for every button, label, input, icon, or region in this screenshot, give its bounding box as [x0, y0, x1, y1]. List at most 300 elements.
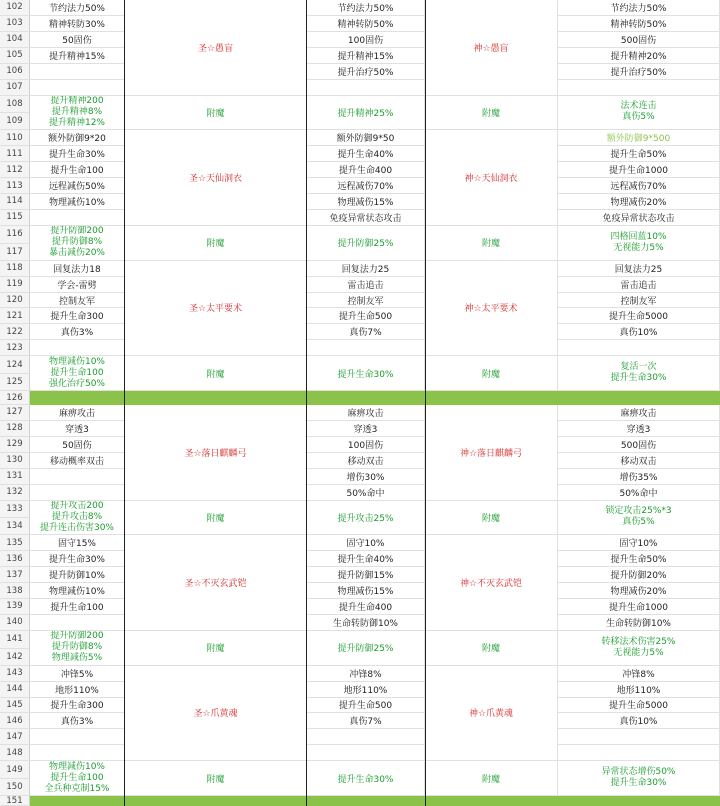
row-number[interactable]	[0, 551, 30, 567]
merged-cell[interactable]	[307, 226, 425, 261]
cell-text: 50%命中	[619, 488, 658, 499]
table-cell[interactable]	[558, 469, 720, 485]
table-cell[interactable]	[558, 32, 720, 48]
merged-cell[interactable]	[558, 356, 720, 391]
table-cell[interactable]	[307, 485, 425, 501]
row-number[interactable]	[0, 178, 30, 194]
table-cell[interactable]	[30, 130, 125, 146]
merged-cell[interactable]	[30, 356, 125, 391]
row-number[interactable]	[0, 32, 30, 48]
table-cell[interactable]	[558, 421, 720, 437]
cell-line: 附魔	[206, 108, 225, 119]
table-cell[interactable]	[307, 324, 425, 340]
cell-text: 额外防御9*50	[336, 134, 395, 145]
merged-cell[interactable]	[125, 226, 307, 261]
merged-cell[interactable]	[558, 226, 720, 261]
cell-line: 附魔	[481, 369, 500, 380]
cell-text: 物理减伤15%	[337, 587, 394, 598]
merged-cell[interactable]	[307, 356, 425, 391]
table-cell[interactable]	[307, 277, 425, 293]
table-cell[interactable]	[30, 340, 125, 356]
table-cell[interactable]	[558, 713, 720, 729]
row-number[interactable]	[0, 437, 30, 453]
row-number[interactable]	[0, 0, 30, 16]
table-cell[interactable]	[558, 666, 720, 682]
table-cell[interactable]	[30, 405, 125, 421]
merged-cell[interactable]	[425, 631, 558, 666]
row-number-label: 104	[6, 34, 23, 45]
cell-text: 50%命中	[346, 488, 385, 499]
cell-text: 真伤10%	[619, 717, 658, 728]
table-cell[interactable]	[307, 194, 425, 210]
row-number[interactable]	[0, 96, 30, 114]
row-number-label: 109	[6, 116, 23, 127]
table-cell[interactable]	[30, 80, 125, 96]
row-number[interactable]	[0, 518, 30, 535]
table-cell[interactable]	[30, 583, 125, 599]
cell-line: 无视能力5%	[613, 647, 664, 658]
table-cell[interactable]	[307, 599, 425, 615]
table-cell[interactable]	[558, 261, 720, 277]
merged-cell[interactable]	[425, 501, 558, 536]
row-number-label: 102	[6, 2, 23, 13]
table-cell[interactable]	[558, 146, 720, 162]
merged-cell[interactable]	[125, 405, 307, 501]
cell-text: 提升生命500	[338, 701, 393, 712]
row-number[interactable]	[0, 421, 30, 437]
row-number-label: 105	[6, 50, 23, 61]
row-number[interactable]	[0, 615, 30, 631]
cell-line: 提升防御8%	[51, 642, 103, 653]
table-cell[interactable]	[558, 194, 720, 210]
row-number[interactable]	[0, 535, 30, 551]
table-cell[interactable]	[558, 80, 720, 96]
merged-cell[interactable]	[125, 356, 307, 391]
row-number-label: 130	[6, 455, 23, 466]
table-cell[interactable]	[307, 308, 425, 324]
table-cell[interactable]	[30, 745, 125, 761]
table-cell[interactable]	[307, 178, 425, 194]
cell-line: 神☆不灭玄武铠	[459, 579, 523, 590]
table-cell[interactable]	[307, 162, 425, 178]
cell-text: 地形110%	[55, 685, 99, 696]
cell-line: 神☆落日麒麟弓	[459, 448, 523, 459]
table-cell[interactable]	[30, 0, 125, 16]
cell-text: 提升生命5000	[609, 701, 668, 712]
table-cell[interactable]	[30, 308, 125, 324]
merged-cell[interactable]	[425, 405, 558, 501]
merged-cell[interactable]	[125, 631, 307, 666]
merged-cell[interactable]	[425, 0, 558, 96]
merged-cell[interactable]	[558, 761, 720, 796]
table-cell[interactable]	[30, 32, 125, 48]
cell-text: 节约法力50%	[337, 3, 394, 14]
table-cell[interactable]	[307, 421, 425, 437]
row-number-label: 129	[6, 439, 23, 450]
row-number[interactable]	[0, 405, 30, 421]
cell-line: 附魔	[206, 513, 225, 524]
table-cell[interactable]	[307, 469, 425, 485]
table-cell[interactable]	[558, 615, 720, 631]
cell-line: 附魔	[481, 239, 500, 250]
table-cell[interactable]	[558, 340, 720, 356]
cell-text: 精神转防50%	[337, 19, 394, 30]
row-number[interactable]	[0, 324, 30, 340]
row-number-label: 143	[6, 668, 23, 679]
cell-text: 麻痹攻击	[347, 408, 384, 419]
merged-cell[interactable]	[425, 666, 558, 762]
row-number[interactable]	[0, 146, 30, 162]
cell-line: 物理减伤10%	[48, 761, 105, 772]
table-cell[interactable]	[30, 293, 125, 309]
merged-cell[interactable]	[125, 761, 307, 796]
table-cell[interactable]	[307, 80, 425, 96]
row-number[interactable]	[0, 453, 30, 469]
row-number-label: 113	[6, 180, 23, 191]
merged-cell[interactable]	[307, 501, 425, 536]
table-cell[interactable]	[307, 293, 425, 309]
row-number-label: 148	[6, 747, 23, 758]
merged-cell[interactable]	[425, 535, 558, 631]
row-number[interactable]	[0, 567, 30, 583]
cell-text: 免疫异常状态攻击	[602, 213, 675, 224]
row-number[interactable]	[0, 698, 30, 714]
merged-cell[interactable]	[125, 0, 307, 96]
row-number-label: 151	[6, 796, 23, 806]
merged-cell[interactable]	[558, 96, 720, 131]
table-cell[interactable]	[558, 178, 720, 194]
merged-cell[interactable]	[307, 96, 425, 131]
row-number[interactable]	[0, 391, 30, 405]
row-number[interactable]	[0, 113, 30, 130]
row-number[interactable]	[0, 162, 30, 178]
enchant-text	[601, 767, 675, 789]
table-cell[interactable]	[307, 682, 425, 698]
table-cell[interactable]	[307, 745, 425, 761]
merged-cell[interactable]	[125, 535, 307, 631]
table-cell[interactable]	[307, 551, 425, 567]
table-cell[interactable]	[307, 453, 425, 469]
cell-text: 移动概率双击	[49, 456, 104, 467]
cell-text: 学会-雷劈	[57, 280, 97, 291]
cell-text: 冲锋8%	[622, 669, 655, 680]
table-cell[interactable]	[558, 599, 720, 615]
row-number-label: 126	[6, 392, 23, 403]
table-cell[interactable]	[30, 567, 125, 583]
row-number[interactable]	[0, 277, 30, 293]
cell-text: 移动双击	[347, 456, 384, 467]
cell-text: 提升精神15%	[337, 51, 394, 62]
row-number-label: 121	[6, 310, 23, 321]
table-cell[interactable]	[558, 162, 720, 178]
table-cell[interactable]	[558, 583, 720, 599]
merged-cell[interactable]	[125, 501, 307, 536]
merged-cell[interactable]	[425, 261, 558, 357]
row-number[interactable]	[0, 374, 30, 391]
row-number[interactable]	[0, 779, 30, 796]
table-cell[interactable]	[30, 324, 125, 340]
table-cell[interactable]	[30, 194, 125, 210]
row-number[interactable]	[0, 501, 30, 519]
table-cell[interactable]	[307, 583, 425, 599]
item-name	[464, 171, 517, 184]
table-cell[interactable]	[307, 615, 425, 631]
merged-cell[interactable]	[125, 666, 307, 762]
table-cell[interactable]	[30, 64, 125, 80]
table-cell[interactable]	[30, 682, 125, 698]
table-cell[interactable]	[558, 551, 720, 567]
cell-text: 提升生命100	[50, 602, 104, 613]
table-cell[interactable]	[30, 729, 125, 745]
row-number-label: 115	[6, 212, 23, 223]
table-cell[interactable]	[558, 698, 720, 714]
table-cell[interactable]	[307, 437, 425, 453]
table-cell[interactable]	[30, 469, 125, 485]
table-cell[interactable]	[558, 277, 720, 293]
cell-line: 提升防御8%	[51, 237, 103, 248]
row-number-label: 127	[6, 407, 23, 418]
row-number-label: 108	[6, 98, 23, 109]
row-number[interactable]	[0, 261, 30, 277]
table-cell[interactable]	[558, 16, 720, 32]
row-number-label: 123	[6, 342, 23, 353]
table-cell[interactable]	[558, 0, 720, 16]
row-number[interactable]	[0, 210, 30, 226]
table-cell[interactable]	[307, 340, 425, 356]
merged-cell[interactable]	[30, 761, 125, 796]
table-cell[interactable]	[558, 308, 720, 324]
cell-text: 生命转防御10%	[332, 618, 398, 629]
cell-text: 回复法力18	[53, 264, 101, 275]
row-number[interactable]	[0, 293, 30, 309]
cell-line: 提升生命100	[50, 367, 104, 378]
cell-line: 附魔	[206, 239, 225, 250]
row-number-label: 140	[6, 617, 23, 628]
table-cell[interactable]	[30, 178, 125, 194]
row-number[interactable]	[0, 308, 30, 324]
enchant-text	[482, 236, 500, 249]
table-cell[interactable]	[558, 405, 720, 421]
table-cell[interactable]	[30, 48, 125, 64]
section-separator-row[interactable]	[30, 796, 720, 806]
row-number-label: 112	[6, 164, 23, 175]
merged-cell[interactable]	[425, 130, 558, 226]
table-cell[interactable]	[30, 210, 125, 226]
row-number[interactable]	[0, 48, 30, 64]
table-cell[interactable]	[307, 32, 425, 48]
table-cell[interactable]	[558, 745, 720, 761]
table-cell[interactable]	[30, 146, 125, 162]
cell-text: 额外防御9*500	[606, 134, 671, 145]
table-cell[interactable]	[307, 48, 425, 64]
table-cell[interactable]	[307, 64, 425, 80]
row-number[interactable]	[0, 631, 30, 649]
table-cell[interactable]	[30, 713, 125, 729]
row-number[interactable]	[0, 16, 30, 32]
cell-text: 提升防御15%	[337, 571, 394, 582]
table-cell[interactable]	[30, 535, 125, 551]
cell-text: 提升精神20%	[610, 51, 667, 62]
cell-text: 提升生命300	[50, 701, 104, 712]
cell-line: 提升攻击200	[50, 500, 104, 511]
table-cell[interactable]	[30, 162, 125, 178]
merged-cell[interactable]	[125, 261, 307, 357]
table-cell[interactable]	[558, 48, 720, 64]
cell-text: 精神转防50%	[610, 19, 667, 30]
merged-cell[interactable]	[425, 761, 558, 796]
table-cell[interactable]	[558, 64, 720, 80]
table-cell[interactable]	[558, 567, 720, 583]
table-cell[interactable]	[30, 599, 125, 615]
enchant-text	[337, 236, 393, 249]
row-number[interactable]	[0, 244, 30, 261]
row-number[interactable]	[0, 340, 30, 356]
row-number[interactable]	[0, 666, 30, 682]
row-number[interactable]	[0, 745, 30, 761]
cell-text: 100固伤	[347, 440, 384, 451]
table-cell[interactable]	[307, 146, 425, 162]
cell-text: 提升生命1000	[609, 166, 668, 177]
enchant-text	[482, 511, 500, 524]
merged-cell[interactable]	[30, 96, 125, 131]
table-cell[interactable]	[558, 130, 720, 146]
enchant-text	[482, 367, 500, 380]
cell-text: 提升生命400	[338, 166, 393, 177]
cell-line: 神☆爪黄魂	[468, 709, 514, 720]
table-cell[interactable]	[558, 453, 720, 469]
table-cell[interactable]	[30, 615, 125, 631]
merged-cell[interactable]	[125, 96, 307, 131]
row-number[interactable]	[0, 226, 30, 244]
table-cell[interactable]	[307, 130, 425, 146]
table-cell[interactable]	[558, 324, 720, 340]
table-cell[interactable]	[30, 277, 125, 293]
row-number-label: 147	[6, 731, 23, 742]
enchant-text	[44, 762, 109, 795]
table-cell[interactable]	[30, 485, 125, 501]
row-number[interactable]	[0, 64, 30, 80]
row-number[interactable]	[0, 729, 30, 745]
table-cell[interactable]	[30, 666, 125, 682]
row-number[interactable]	[0, 130, 30, 146]
cell-text: 远程减伤70%	[610, 182, 667, 193]
cell-text: 控制友军	[58, 296, 95, 307]
merged-cell[interactable]	[125, 130, 307, 226]
row-number[interactable]	[0, 713, 30, 729]
cell-text: 真伤7%	[349, 717, 382, 728]
row-number-label: 144	[6, 684, 23, 695]
table-cell[interactable]	[307, 698, 425, 714]
cell-line: 提升生命30%	[610, 373, 667, 384]
table-cell[interactable]	[307, 666, 425, 682]
merged-cell[interactable]	[307, 631, 425, 666]
table-cell[interactable]	[30, 421, 125, 437]
merged-cell[interactable]	[558, 631, 720, 666]
merged-cell[interactable]	[425, 96, 558, 131]
table-cell[interactable]	[307, 535, 425, 551]
row-number-label: 131	[6, 471, 23, 482]
table-cell[interactable]	[558, 535, 720, 551]
cell-text: 提升生命500	[338, 312, 393, 323]
row-number-label: 136	[6, 553, 23, 564]
item-name	[473, 41, 508, 54]
row-number[interactable]	[0, 649, 30, 666]
table-cell[interactable]	[558, 437, 720, 453]
row-number[interactable]	[0, 80, 30, 96]
row-number[interactable]	[0, 796, 30, 806]
merged-cell[interactable]	[558, 501, 720, 536]
table-cell[interactable]	[30, 551, 125, 567]
row-number[interactable]	[0, 485, 30, 501]
cell-text: 提升防御20%	[610, 571, 667, 582]
merged-cell[interactable]	[425, 356, 558, 391]
row-number[interactable]	[0, 761, 30, 779]
table-cell[interactable]	[558, 485, 720, 501]
enchant-text	[206, 772, 224, 785]
section-separator-row[interactable]	[30, 391, 720, 405]
enchant-text	[206, 367, 224, 380]
table-cell[interactable]	[30, 261, 125, 277]
row-number[interactable]	[0, 599, 30, 615]
table-cell[interactable]	[307, 261, 425, 277]
table-cell[interactable]	[307, 0, 425, 16]
merged-cell[interactable]	[30, 631, 125, 666]
row-number[interactable]	[0, 583, 30, 599]
table-cell[interactable]	[30, 453, 125, 469]
row-number-label: 137	[6, 569, 23, 580]
cell-text: 精神转防30%	[48, 19, 105, 30]
cell-line: 复活一次	[620, 362, 657, 373]
table-cell[interactable]	[30, 698, 125, 714]
table-cell[interactable]	[307, 16, 425, 32]
row-number[interactable]	[0, 356, 30, 374]
cell-text: 冲锋5%	[60, 669, 94, 680]
table-cell[interactable]	[307, 567, 425, 583]
enchant-text	[50, 631, 103, 664]
cell-text: 生命转防御10%	[605, 618, 671, 629]
merged-cell[interactable]	[30, 226, 125, 261]
cell-text: 麻痹攻击	[620, 408, 657, 419]
table-cell[interactable]	[30, 437, 125, 453]
row-number[interactable]	[0, 469, 30, 485]
table-cell[interactable]	[307, 713, 425, 729]
enchant-text	[601, 637, 675, 659]
merged-cell[interactable]	[307, 761, 425, 796]
table-cell[interactable]	[558, 729, 720, 745]
table-cell[interactable]	[558, 210, 720, 226]
cell-text: 雷击追击	[347, 280, 384, 291]
cell-text: 地形110%	[343, 685, 388, 696]
cell-text: 地形110%	[616, 685, 661, 696]
row-number-label: 114	[6, 196, 23, 207]
row-number[interactable]	[0, 682, 30, 698]
table-cell[interactable]	[30, 16, 125, 32]
merged-cell[interactable]	[425, 226, 558, 261]
merged-cell[interactable]	[30, 501, 125, 536]
table-cell[interactable]	[558, 293, 720, 309]
table-cell[interactable]	[558, 682, 720, 698]
row-number-label: 111	[6, 148, 23, 159]
cell-text: 提升生命40%	[337, 150, 394, 161]
table-cell[interactable]	[307, 405, 425, 421]
row-number[interactable]	[0, 194, 30, 210]
table-cell[interactable]	[307, 210, 425, 226]
cell-line: 圣☆愚盲	[197, 43, 234, 54]
cell-line: 提升生命100	[50, 772, 104, 783]
enchant-text	[206, 641, 224, 654]
table-cell[interactable]	[307, 729, 425, 745]
enchant-text	[206, 236, 224, 249]
